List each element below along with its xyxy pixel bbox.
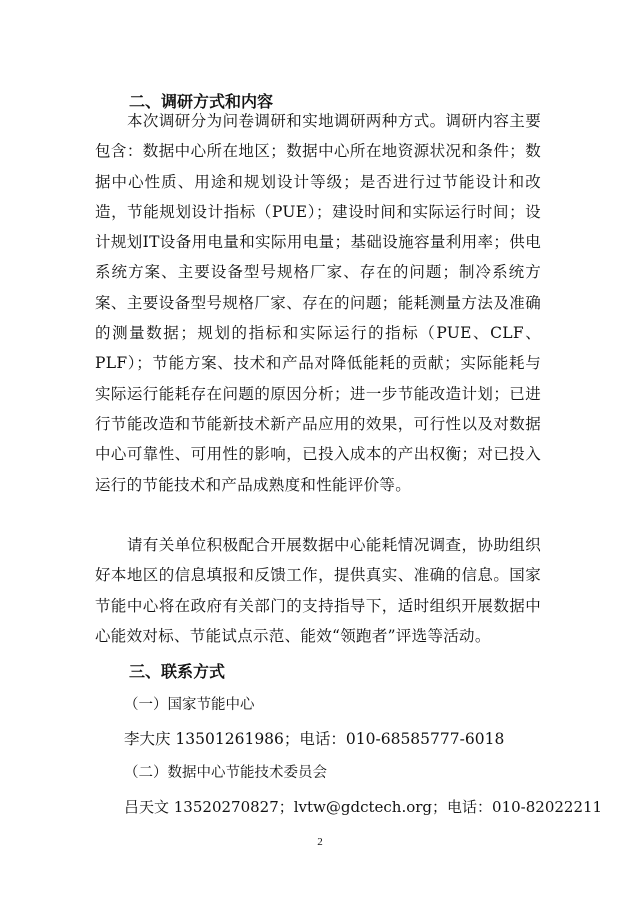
paragraph-survey-content: 本次调研分为问卷调研和实地调研两种方式。调研内容主要包含：数据中心所在地区；数据中心所在地资源状况和条件；数据中心性质、用途和规划设计等级；是否进行过节能设计和改造，节能规划设计指标（PUE）；建设时间和实际运行时间；设计规划IT设备用电量和实际用电量；基础设施容量利用率；供电系统方案、主要设备型号规格厂家、存在的问题；制冷系统方案、主要设备型号规格厂家、存在的问题；能耗测量方法及准确的测量数据；规划的指标和实际运行的指标（PUE、CLF、PLF）；节能方案、技术和产品对降低能耗的贡献；实际能耗与实际运行能耗存在问题的原因分析；进一步节能改造计划；已进行节能改造和节能新技术新产品应用的效果，可行性以及对数据中心可靠性、可用性的影响，已投入成本的产出权衡；对已投入运行的节能技术和产品成熟度和性能评价等。 xyxy=(95,112,541,494)
contact-org-committee: （二）数据中心节能技术委员会 xyxy=(124,765,327,781)
contact-person-li: 李大庆 13501261986；电话：010-68585777-6018 xyxy=(124,730,505,748)
contact-org-national-center: （一）国家节能中心 xyxy=(124,697,255,713)
section-heading-survey-method: 二、调研方式和内容 xyxy=(129,92,274,111)
section-heading-contact: 三、联系方式 xyxy=(129,662,226,681)
contact-person-lv: 吕天文 13520270827；lvtw@gdctech.org；电话：010-82022211 xyxy=(124,798,603,816)
page-number: 2 xyxy=(317,836,323,848)
paragraph-cooperation-request: 请有关单位积极配合开展数据中心能耗情况调查，协助组织好本地区的信息填报和反馈工作，提供真实、准确的信息。国家节能中心将在政府有关部门的支持指导下，适时组织开展数据中心能效对标、节能试点示范、能效“领跑者”评选等活动。 xyxy=(95,536,541,645)
